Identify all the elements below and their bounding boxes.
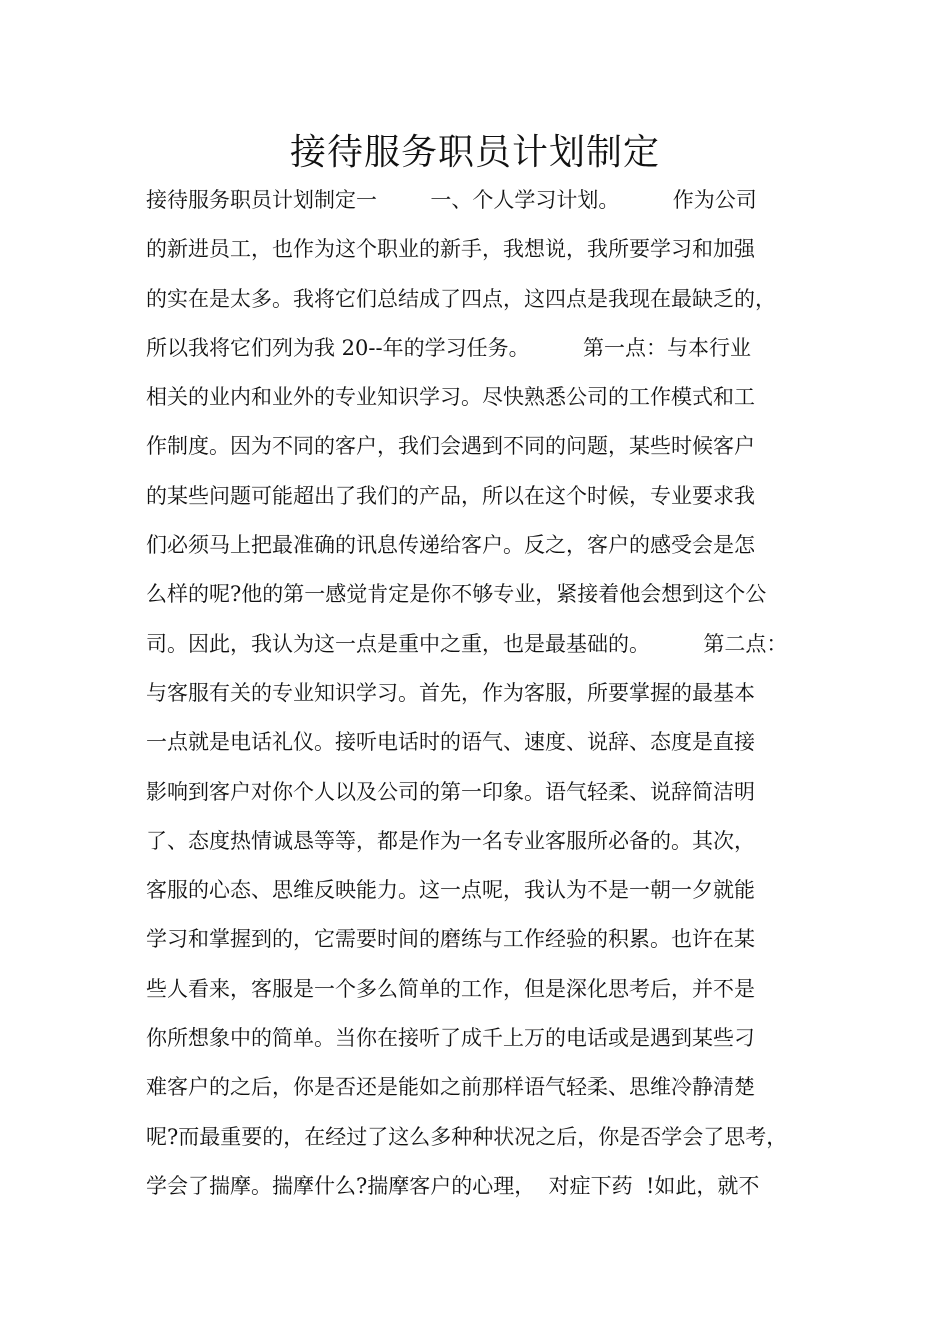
body-line: 们必须马上把最准确的讯息传递给客户。反之，客户的感受会是怎: [146, 533, 755, 558]
body-line: 的新进员工，也作为这个职业的新手，我想说，我所要学习和加强: [146, 237, 755, 262]
body-line: 了、态度热情诚恳等等，都是作为一名专业客服所必备的。其次，: [146, 828, 755, 853]
body-line: 影响到客户对你个人以及公司的第一印象。语气轻柔、说辞简洁明: [146, 779, 755, 804]
body-line: 的某些问题可能超出了我们的产品，所以在这个时候，专业要求我: [146, 483, 755, 508]
body-line: 学习和掌握到的，它需要时间的磨练与工作经验的积累。也许在某: [146, 927, 755, 952]
body-line: 所以我将它们列为我 20--年的学习任务。 第一点：与本行业: [146, 335, 751, 360]
body-line: 接待服务职员计划制定一 一、个人学习计划。 作为公司: [146, 188, 757, 212]
body-line: 呢?而最重要的，在经过了这么多种种状况之后，你是否学会了思考，: [146, 1124, 788, 1149]
body-line: 司。因此，我认为这一点是重中之重，也是最基础的。 第二点：: [146, 631, 788, 656]
document-title: 接待服务职员计划制定: [289, 132, 660, 173]
body-line: 难客户的之后，你是否还是能如之前那样语气轻柔、思维冷静清楚: [146, 1075, 755, 1100]
body-line: 些人看来，客服是一个多么简单的工作，但是深化思考后，并不是: [146, 976, 755, 1001]
body-line: 客服的心态、思维反映能力。这一点呢，我认为不是一朝一夕就能: [146, 878, 755, 903]
body-line: 的实在是太多。我将它们总结成了四点，这四点是我现在最缺乏的，: [146, 286, 776, 311]
body-line: 作制度。因为不同的客户，我们会遇到不同的问题，某些时候客户: [146, 434, 755, 459]
document-body: [146, 176, 836, 1211]
body-line: 么样的呢?他的第一感觉肯定是你不够专业，紧接着他会想到这个公: [146, 582, 767, 607]
body-line: 学会了揣摩。揣摩什么?揣摩客户的心理， 对症下药 !如此，就不: [146, 1173, 760, 1198]
body-line: 你所想象中的简单。当你在接听了成千上万的电话或是遇到某些刁: [146, 1026, 755, 1051]
body-line: 相关的业内和业外的专业知识学习。尽快熟悉公司的工作模式和工: [146, 385, 755, 410]
body-line: 与客服有关的专业知识学习。首先，作为客服，所要掌握的最基本: [146, 680, 755, 705]
body-line: 一点就是电话礼仪。接听电话时的语气、速度、说辞、态度是直接: [146, 730, 755, 755]
